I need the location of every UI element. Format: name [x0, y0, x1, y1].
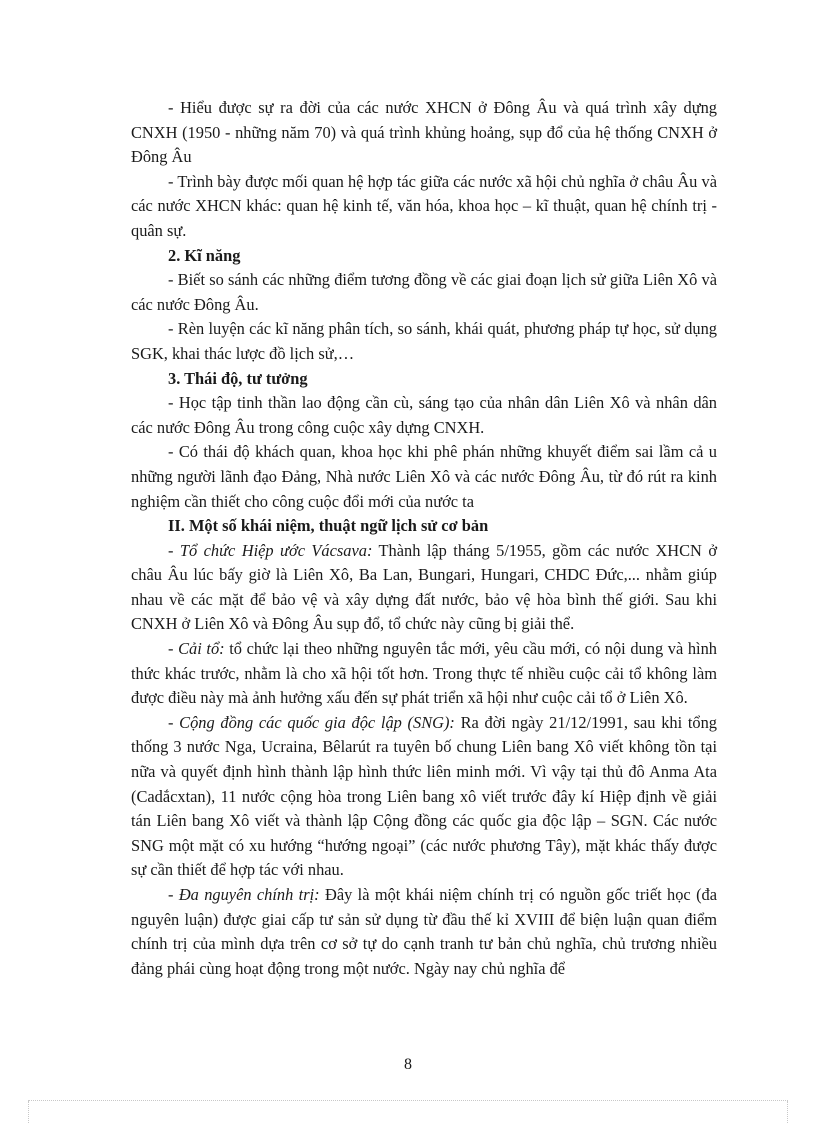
term-political-pluralism: - Đa nguyên chính trị:: [168, 885, 320, 904]
term-warsaw-pact: - Tổ chức Hiệp ước Vácsava:: [168, 540, 373, 560]
paragraph-objective-attitude: - Có thái độ khách quan, khoa học khi phê phán những khuyết điểm sai lầm cả u những người lãnh đạo Đảng, Nhà nước Liên Xô và các nước Đông Âu, từ đó rút ra kinh nghiệm cần thiết cho công cuộc đổi mới của nước ta: [131, 442, 717, 511]
paragraph-cooperation-relations: - Trình bày được mối quan hệ hợp tác giữa các nước xã hội chủ nghĩa ở châu Âu và các nước XHCN khác: quan hệ kinh tế, văn hóa, khoa học – kĩ thuật, quan hệ chính trị - quân sự.: [131, 171, 717, 240]
page-bottom-border: [28, 1100, 788, 1101]
definition-political-pluralism: Đây là một khái niệm chính trị có nguồn gốc triết học (đa nguyên luận) được giai cấp tư sản sử dụng từ đầu thế kỉ XVIII để biện luận quan điểm chính trị của mình dựa trên cơ sở tự do cạnh tranh tư bản chủ nghĩa, chủ trương nhiều đảng phái cùng hoạt động trong một nước. Ngày nay chủ nghĩa để: [131, 885, 717, 978]
page-number: 8: [404, 1056, 412, 1073]
paragraph-reform: [131, 637, 717, 711]
definition-reform: tổ chức lại theo những nguyên tắc mới, yêu cầu mới, có nội dung và hình thức khác trước, nhằm là cho xã hội tốt hơn. Trong thực tế nhiều cuộc cải tổ không làm được điều này mà ảnh hưởng xấu đến sự phát triển xã hội như cuộc cải tổ ở Liên Xô.: [131, 639, 717, 708]
paragraph-history-eastern-europe: - Hiểu được sự ra đời của các nước XHCN ở Đông Âu và quá trình xây dựng CNXH (1950 - những năm 70) và quá trình khủng hoảng, sụp đổ của hệ thống CNXH ở Đông Âu: [131, 98, 717, 167]
paragraph-train-skills: - Rèn luyện các kĩ năng phân tích, so sánh, khái quát, phương pháp tự học, sử dụng SGK, khai thác lược đồ lịch sử,…: [131, 319, 717, 363]
paragraph-cis: [131, 711, 717, 883]
page-corner-left: [28, 1101, 30, 1123]
paragraph-warsaw-pact: [131, 539, 717, 637]
page-content: [131, 96, 717, 981]
section-heading-skills: 2. Kĩ năng: [168, 245, 241, 265]
term-reform: - Cải tổ:: [168, 639, 225, 659]
page-corner-right: [787, 1101, 789, 1123]
paragraph-political-pluralism: [131, 883, 717, 981]
paragraph-learn-spirit: - Học tập tinh thần lao động cần cù, sáng tạo của nhân dân Liên Xô và nhân dân các nước Đông Âu trong công cuộc xây dựng CNXH.: [131, 393, 717, 437]
paragraph-compare-stages: - Biết so sánh các những điểm tương đồng về các giai đoạn lịch sử giữa Liên Xô và các nước Đông Âu.: [131, 270, 717, 314]
section-heading-attitude: 3. Thái độ, tư tưởng: [168, 368, 308, 388]
definition-cis: Ra đời ngày 21/12/1991, sau khi tổng thống 3 nước Nga, Ucraina, Bêlarút ra tuyên bố chung Liên bang Xô viết không tồn tại nữa và quyết định hình thành lập hình thức liên minh mới. Vì vậy tại thủ đô Anma Ata (Cadắcxtan), 11 nước cộng hòa trong Liên bang xô viết trước đây kí Hiệp định về giải tán Liên bang Xô viết và thành lập Cộng đồng các quốc gia độc lập – SGN. Các nước SNG một mặt có xu hướng “hướng ngoại” (các nước phương Tây), mặt khác thấy được sự cần thiết để hợp tác với nhau.: [131, 712, 717, 880]
definition-warsaw-pact: Thành lập tháng 5/1955, gồm các nước XHCN ở châu Âu lúc bấy giờ là Liên Xô, Ba Lan, Bungari, Hungari, CHDC Đức,... nhằm giúp nhau về các mặt để bảo vệ và xây dựng đất nước, bảo vệ hòa bình thế giới. Sau khi CNXH ở Liên Xô và Đông Âu sụp đổ, tổ chức này cũng bị giải thể.: [131, 540, 717, 634]
section-heading-concepts: II. Một số khái niệm, thuật ngữ lịch sử cơ bản: [168, 516, 489, 536]
term-cis: - Cộng đồng các quốc gia độc lập (SNG):: [168, 712, 455, 732]
